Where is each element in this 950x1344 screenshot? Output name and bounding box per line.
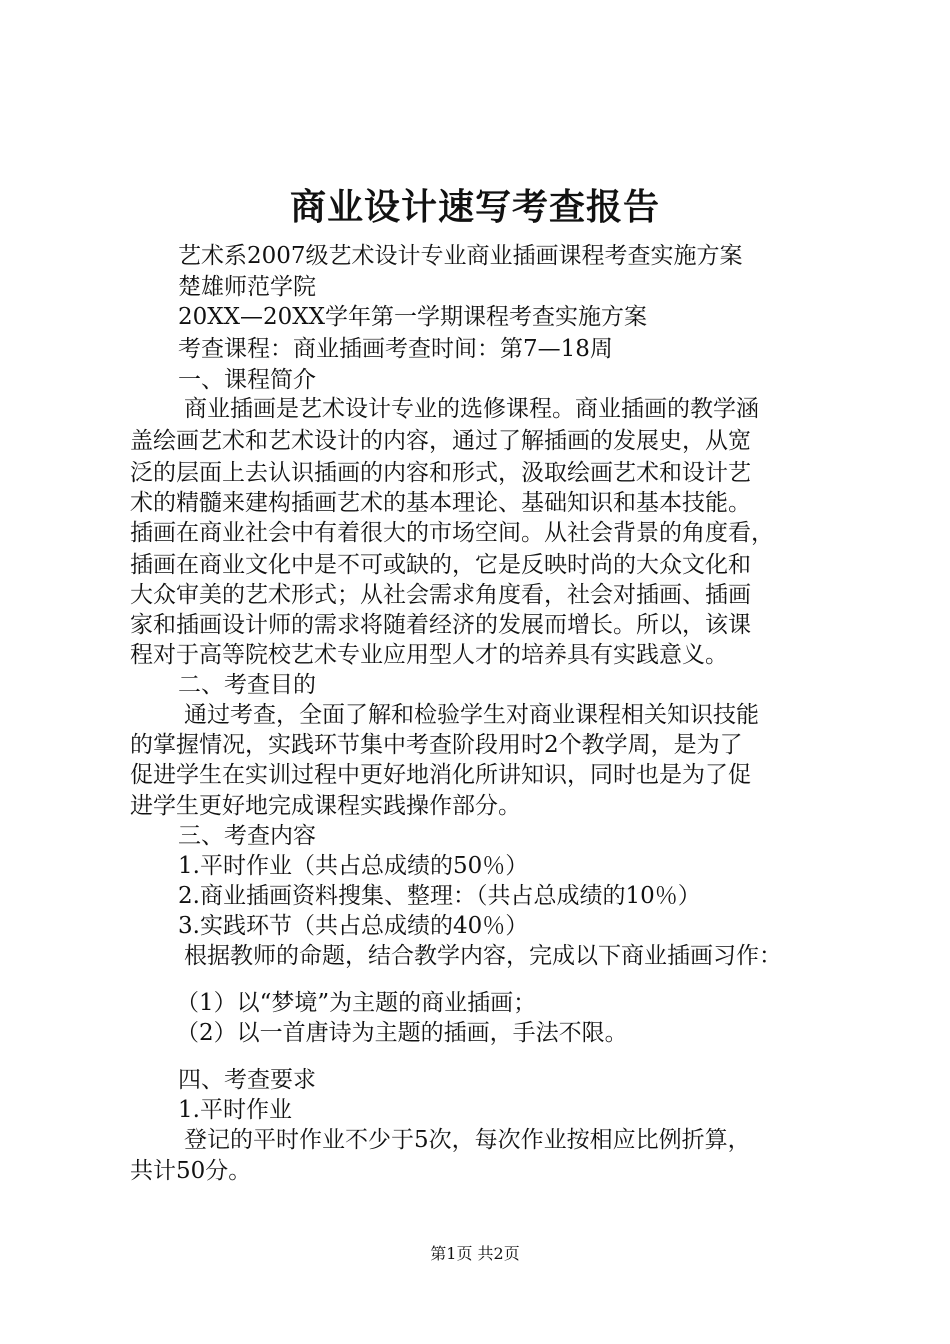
body-line: 插画在商业文化中是不可或缺的，它是反映时尚的大众文化和 bbox=[130, 552, 751, 578]
body-line: 艺术系2007级艺术设计专业商业插画课程考查实施方案 bbox=[178, 243, 743, 269]
body-line: 2.商业插画资料搜集、整理：（共占总成绩的10％） bbox=[178, 883, 701, 909]
body-line: 考查课程：商业插画考查时间：第7—18周 bbox=[178, 336, 613, 362]
body-line: 根据教师的命题，结合教学内容，完成以下商业插画习作： bbox=[184, 943, 782, 969]
document-title: 商业设计速写考查报告 bbox=[289, 186, 660, 228]
body-line: 1.平时作业 bbox=[178, 1097, 292, 1123]
body-line: 一、课程简介 bbox=[178, 367, 316, 393]
page-footer: 第1页 共2页 bbox=[430, 1244, 520, 1263]
body-line: 程对于高等院校艺术专业应用型人才的培养具有实践意义。 bbox=[130, 642, 728, 668]
body-line: 登记的平时作业不少于5次，每次作业按相应比例折算， bbox=[184, 1127, 751, 1153]
body-line: （2）以一首唐诗为主题的插画，手法不限。 bbox=[176, 1020, 628, 1046]
body-line: 四、考查要求 bbox=[178, 1067, 316, 1093]
body-line: 盖绘画艺术和艺术设计的内容，通过了解插画的发展史，从宽 bbox=[130, 428, 751, 454]
body-line: 二、考查目的 bbox=[178, 672, 316, 698]
body-line: 1.平时作业（共占总成绩的50％） bbox=[178, 853, 529, 879]
body-line: 共计50分。 bbox=[130, 1158, 252, 1184]
body-line: 家和插画设计师的需求将随着经济的发展而增长。所以，该课 bbox=[130, 612, 751, 638]
body-line: 的掌握情况，实践环节集中考查阶段用时2个教学周，是为了 bbox=[130, 732, 743, 758]
body-line: 楚雄师范学院 bbox=[178, 274, 316, 300]
body-line: 插画在商业社会中有着很大的市场空间。从社会背景的角度看， bbox=[130, 520, 774, 546]
body-line: 20XX—20XX学年第一学期课程考查实施方案 bbox=[178, 304, 648, 330]
body-line: （1）以“梦境”为主题的商业插画； bbox=[176, 990, 537, 1016]
body-line: 促进学生在实训过程中更好地消化所讲知识，同时也是为了促 bbox=[130, 762, 751, 788]
body-line: 术的精髓来建构插画艺术的基本理论、基础知识和基本技能。 bbox=[130, 490, 751, 516]
body-line: 进学生更好地完成课程实践操作部分。 bbox=[130, 793, 521, 819]
body-line: 泛的层面上去认识插画的内容和形式，汲取绘画艺术和设计艺 bbox=[130, 460, 751, 486]
body-line: 3.实践环节（共占总成绩的40％） bbox=[178, 913, 529, 939]
body-line: 通过考查，全面了解和检验学生对商业课程相关知识技能 bbox=[184, 702, 759, 728]
body-line: 三、考查内容 bbox=[178, 823, 316, 849]
body-line: 大众审美的艺术形式；从社会需求角度看，社会对插画、插画 bbox=[130, 582, 751, 608]
body-line: 商业插画是艺术设计专业的选修课程。商业插画的教学涵 bbox=[184, 396, 759, 422]
